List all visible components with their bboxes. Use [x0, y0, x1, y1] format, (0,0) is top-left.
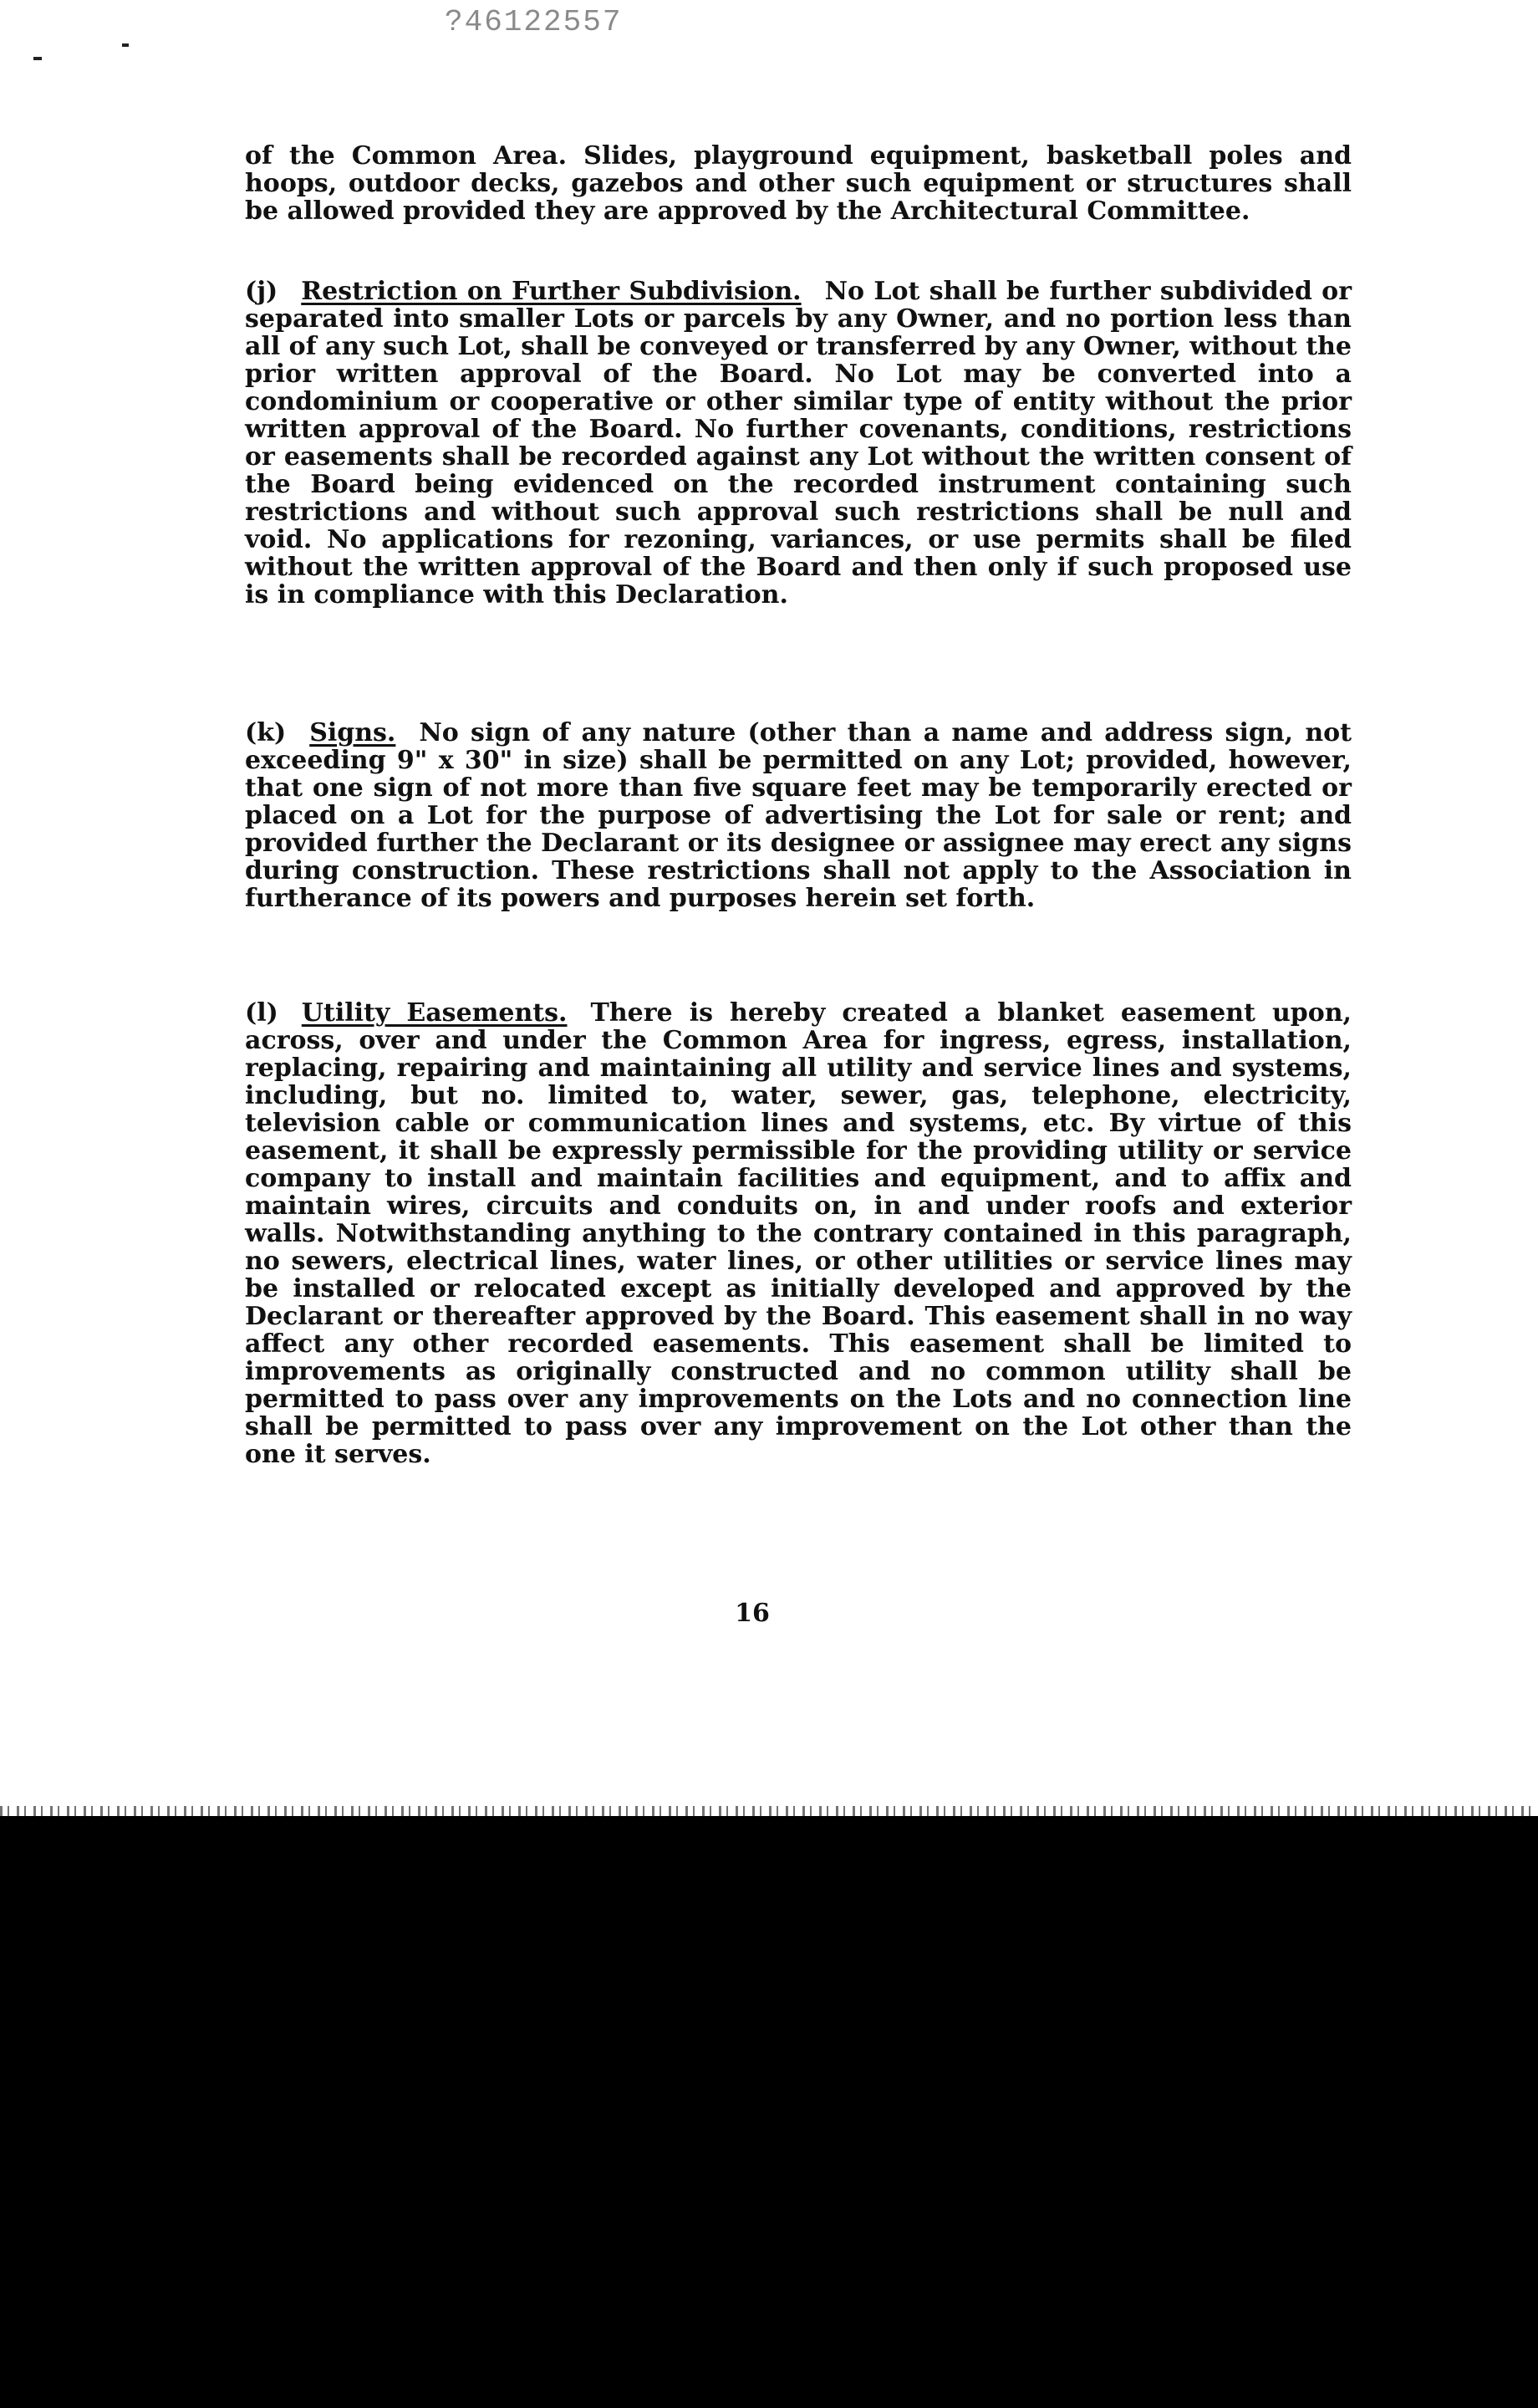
- paragraph-l-text: There is hereby created a blanket easement upon, across, over and under the Common Area for ingress, egress, installation, replacing, repairing and maintaining all utility and service lines and systems, including, but no. limited to, water, sewer, gas, telephone, electricity, television cable or communication lines and systems, etc. By virtue of this easement, it shall be expressly permissible for the providing utility or service company to install and maintain facilities and equipment, and to affix and maintain wires, circuits and conduits on, in and under roofs and exterior walls. Notwithstanding anything to the contrary contained in this paragraph, no sewers, electrical lines, water lines, or other utilities or service lines may be installed or relocated except as initially developed and approved by the Declarant or thereafter approved by the Board. This easement shall in no way affect any other recorded easements. This easement shall be limited to improvements as originally constructed and no common utility shall be permitted to pass over any improvements on the Lots and no connection line shall be permitted to pass over any improvement on the Lot other than the one it serves.: [245, 998, 1352, 1469]
- paragraph-continuation: [245, 142, 1352, 225]
- paragraph-j: [245, 278, 1352, 609]
- paragraph-j-label: (j): [245, 277, 278, 306]
- paragraph-l-label: (l): [245, 998, 278, 1028]
- paragraph-k-text: No sign of any nature (other than a name and address sign, not exceeding 9" x 30" in size) shall be permitted on any Lot; provided, however, that one sign of not more than five square feet may be temporarily erected or placed on a Lot for the purpose of advertising the Lot for sale or rent; and provided further the Declarant or its designee or assignee may erect any signs during construction. These restrictions shall not apply to the Association in furtherance of its powers and purposes herein set forth.: [245, 718, 1352, 913]
- paragraph-l: [245, 999, 1352, 1468]
- document-id-stamp: ?46122557: [445, 5, 623, 39]
- scan-black-border: [0, 1816, 1538, 2408]
- scan-mark-right: [122, 43, 129, 47]
- paragraph-k-label: (k): [245, 718, 287, 747]
- paragraph-k-heading: Signs.: [309, 718, 396, 747]
- paragraph-l-heading: Utility Easements.: [301, 998, 568, 1028]
- paragraph-continuation-text: of the Common Area. Slides, playground equipment, basketball poles and hoops, outdoor decks, gazebos and other such equipment or structures shall be allowed provided they are approved by the Architectural Committee.: [245, 141, 1352, 226]
- page-number: 16: [735, 1599, 770, 1628]
- paragraph-j-text: No Lot shall be further subdivided or separated into smaller Lots or parcels by any Owner, and no portion less than all of any such Lot, shall be conveyed or transferred by any Owner, without the prior written approval of the Board. No Lot may be converted into a condominium or cooperative or other similar type of entity without the prior written approval of the Board. No further covenants, conditions, restrictions or easements shall be recorded against any Lot without the written consent of the Board being evidenced on the recorded instrument containing such restrictions and without such approval such restrictions shall be null and void. No applications for rezoning, variances, or use permits shall be filed without the written approval of the Board and then only if such proposed use is in compliance with this Declaration.: [245, 277, 1352, 610]
- paragraph-j-heading: Restriction on Further Subdivision.: [301, 277, 802, 306]
- paragraph-k: [245, 719, 1352, 912]
- scan-mark-left: [33, 57, 42, 60]
